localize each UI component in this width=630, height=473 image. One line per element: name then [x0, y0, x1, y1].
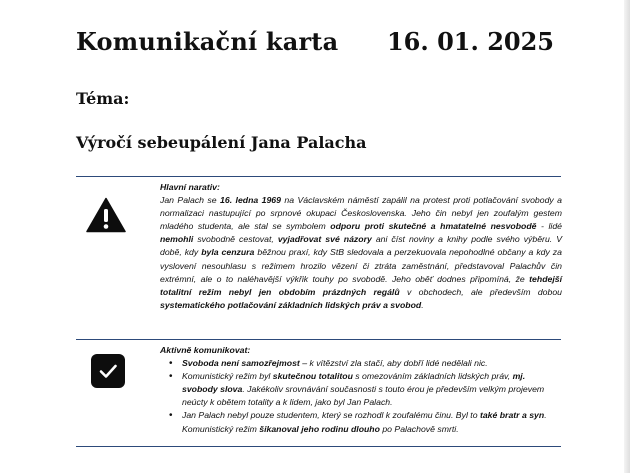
- text-run: . Komunistický režim: [182, 410, 547, 434]
- page-title: Komunikační karta: [76, 27, 339, 56]
- list-item: [182, 357, 562, 370]
- emphasis-text: nemohli: [160, 234, 194, 245]
- list-item: [182, 409, 562, 435]
- text-run: Komunistický režim byl: [182, 371, 273, 382]
- emphasis-text: Svoboda není samozřejmost: [182, 358, 300, 369]
- text-run: .: [421, 299, 424, 310]
- narrative-heading: Hlavní narativ:: [160, 182, 220, 192]
- emphasis-text: 16. ledna 1969: [220, 195, 281, 206]
- text-run: Jan Palach se: [160, 195, 221, 206]
- text-run: svobodně cestovat,: [193, 234, 278, 245]
- document-date: 16. 01. 2025: [386, 27, 554, 56]
- emphasis-text: šikanoval jeho rodinu dlouho: [259, 423, 380, 434]
- text-run: po Palachově smrti.: [379, 423, 459, 434]
- text-run: na Václavském náměstí zapálil na protest proti potlačování svobody a normalizaci nastupující po srpnové okupaci Československa. Jeho čin nebyl jen zoufalým gestem mladého studenta, ale stal se symbolem: [160, 195, 562, 232]
- emphasis-text: tehdejší totalitní režim nebyl jen obdobím prázdných regálů: [160, 273, 562, 297]
- table-middle-rule: [76, 339, 561, 340]
- checkmark-icon: [91, 354, 125, 388]
- emphasis-text: skutečnou totalitou: [272, 371, 353, 382]
- text-run: ani číst noviny a knihy podle svého výběru. V době, kdy: [160, 234, 563, 258]
- emphasis-text: vyjadřovat své názory: [277, 234, 372, 245]
- text-run: – k vítězství zla stačí, aby dobří lidé nedělali nic.: [299, 358, 488, 369]
- topic-label: Téma:: [76, 89, 130, 108]
- emphasis-text: mj. svobody slova: [182, 371, 526, 395]
- actively-heading: Aktivně komunikovat:: [160, 345, 251, 355]
- actively-bullet-list: [160, 357, 562, 436]
- table-bottom-rule: [76, 446, 561, 447]
- emphasis-text: byla cenzura: [201, 247, 255, 258]
- list-item: [182, 370, 562, 409]
- emphasis-text: systematického potlačování základních lidských práv a svobod: [160, 299, 422, 310]
- text-run: - lidé: [536, 221, 562, 232]
- page-edge-shadow: [624, 0, 630, 473]
- narrative-cell: [160, 181, 562, 312]
- text-run: běžnou praxí, kdy StB sledovala a perzekuovala nepohodlné občany a kdy za vyslovení nesouhlasu s režimem hrozilo vězení či ztráta zaměstnání, představoval Palachův čin extrémní, ale o to naléhavější výkřik touhy po svobodě. Jeho oběť dodnes připomíná, že: [160, 247, 562, 284]
- text-run: Jan Palach nebyl pouze studentem, který se rozhodl k zoufalému činu. Byl to: [182, 410, 480, 421]
- narrative-body: [160, 194, 562, 312]
- text-run: s omezováním základních lidských práv,: [352, 371, 513, 382]
- text-run: v obchodech, ale především dobou: [399, 286, 562, 297]
- table-top-rule: [76, 176, 561, 177]
- emphasis-text: odporu proti skutečné a hmatatelné nesvobodě: [330, 221, 537, 232]
- emphasis-text: také bratr a syn: [479, 410, 545, 421]
- topic-title: Výročí sebeupálení Jana Palacha: [76, 133, 367, 152]
- text-run: . Jakékoliv srovnávání současnosti s touto érou je především velkým projevem neúcty k obětem totality a k lidem, jako byl Jan Palach.: [182, 384, 545, 408]
- warning-icon: [86, 197, 126, 233]
- actively-cell: [160, 344, 562, 436]
